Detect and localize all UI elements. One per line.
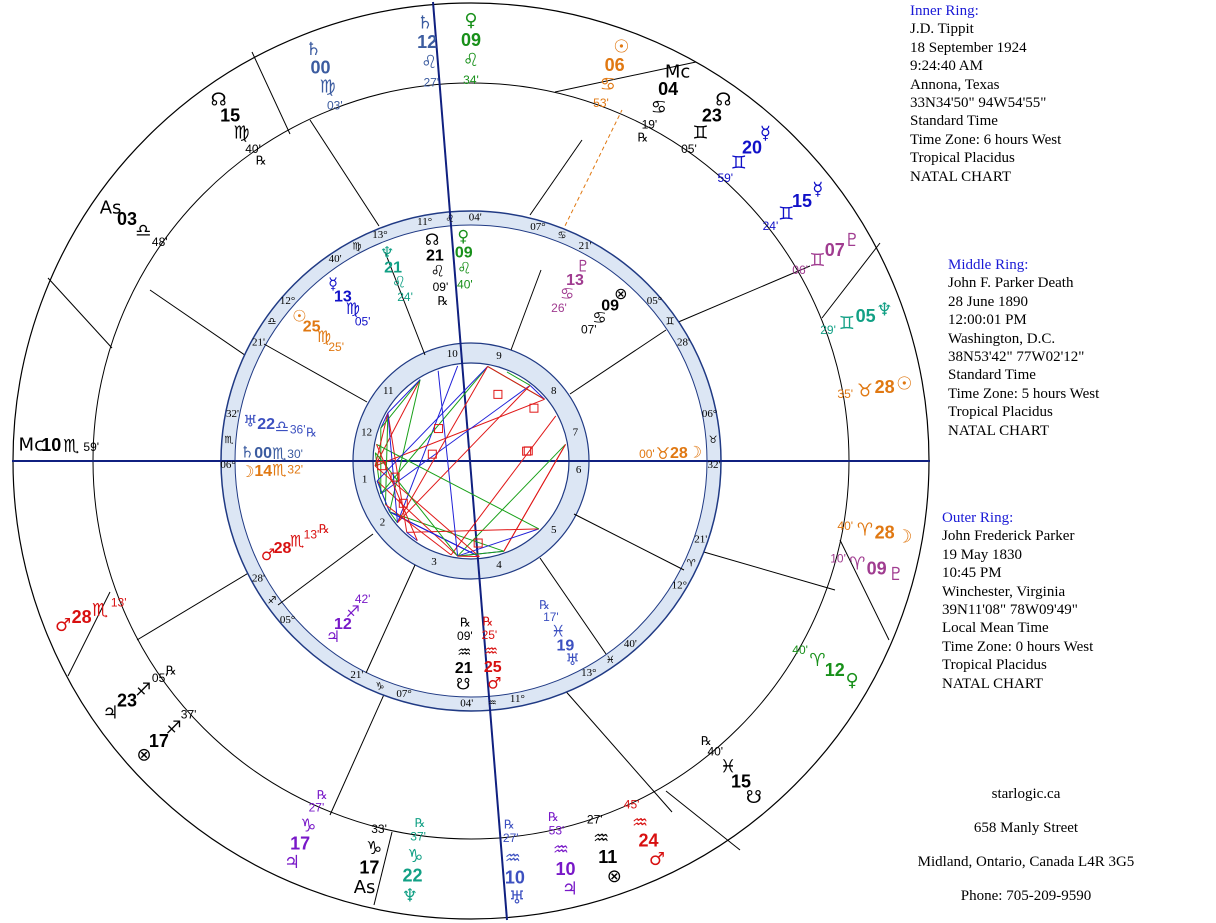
- planet-glyph-icon: ☿: [328, 273, 339, 293]
- planet-sign-icon: ♊: [692, 122, 709, 144]
- planet-sign-icon: ♈: [849, 553, 866, 575]
- planet-degree: 12: [824, 659, 845, 680]
- zodiac-degree: 21': [694, 533, 708, 546]
- planet-degree: 13: [334, 288, 352, 306]
- middle-ring-line: Washington, D.C.: [948, 330, 1056, 347]
- planet-minute: 37': [180, 707, 197, 722]
- planet-minute: 48': [151, 235, 168, 250]
- planet-glyph-icon: ♂: [487, 673, 502, 693]
- planet-degree: 09: [601, 297, 620, 315]
- planet-sign-icon: ♑: [407, 846, 424, 868]
- planet-minute: 53': [548, 823, 565, 838]
- inner-ring-line: J.D. Tippit: [910, 21, 974, 38]
- planet-degree: 10: [41, 435, 62, 456]
- planet-degree: 24: [638, 830, 659, 851]
- outer-ring-title: Outer Ring:: [942, 510, 1014, 526]
- retrograde-icon: ℞: [306, 425, 317, 440]
- planet-sign-icon: ♌: [421, 52, 438, 74]
- planet-minute: 30': [287, 447, 303, 462]
- planet-sign-icon: ♉: [856, 380, 873, 402]
- planet-degree: 06: [604, 55, 625, 76]
- planet-sign-icon: ♒: [504, 847, 521, 869]
- planet-glyph-icon: ☽: [687, 442, 703, 462]
- zodiac-minute: 32': [707, 458, 721, 471]
- planet-minute: 34': [463, 73, 479, 88]
- zodiac-sign-icon: ♋: [557, 230, 567, 242]
- planet-minute: 17': [543, 609, 559, 624]
- planet-sign-icon: ♌: [391, 272, 407, 292]
- middle-ring-line: NATAL CHART: [948, 422, 1050, 439]
- zodiac-minute: 13°: [372, 229, 388, 242]
- planet-glyph-icon: ♃: [561, 878, 579, 900]
- planet-sign-icon: ♍: [345, 299, 360, 319]
- planet-glyph-icon: ☋: [456, 674, 471, 694]
- planet-minute: 00': [639, 447, 655, 462]
- planet-sign-icon: ♒: [457, 642, 472, 662]
- planet-glyph-icon: ☋: [745, 787, 762, 809]
- inner-ring-line: Annona, Texas: [910, 76, 1000, 93]
- house-number: 1: [361, 473, 368, 486]
- planet-sign-icon: ♈: [809, 650, 826, 671]
- planet-sign-icon: ♒: [483, 641, 499, 661]
- planet-minute: 59': [717, 170, 734, 185]
- outer-ring-line: NATAL CHART: [942, 675, 1044, 692]
- planet-glyph-icon: ♀: [457, 226, 470, 246]
- planet-glyph-icon: ☿: [812, 179, 824, 201]
- retrograde-icon: ℞: [547, 810, 559, 825]
- outer-ring-line: John Frederick Parker: [942, 528, 1075, 545]
- zodiac-sign-icon: ♉: [708, 434, 718, 446]
- planet-sign-icon: ♏: [271, 443, 287, 463]
- website-url[interactable]: starlogic.ca: [991, 786, 1061, 802]
- zodiac-minute: 32': [225, 408, 239, 421]
- zodiac-degree: 11°: [509, 693, 525, 706]
- zodiac-sign-icon: ♈: [686, 558, 696, 570]
- planet-degree: 09: [460, 29, 482, 50]
- retrograde-icon: ℞: [503, 817, 515, 832]
- planet-sign-icon: ♉: [655, 443, 671, 463]
- planet-degree: 04: [658, 78, 679, 99]
- planet-degree: 23: [701, 105, 722, 126]
- zodiac-degree: 06°: [701, 408, 718, 421]
- zodiac-degree: 05°: [279, 613, 296, 626]
- middle-ring-line: Tropical Placidus: [948, 404, 1053, 421]
- planet-sign-icon: ♋: [559, 284, 575, 304]
- planet-degree: 00: [310, 57, 331, 78]
- planet-sign-icon: ♊: [778, 203, 795, 225]
- aspect-line: [458, 556, 480, 557]
- planet-minute: 59': [83, 439, 100, 454]
- planet-degree: 23: [116, 690, 137, 711]
- outer-ring-info: [942, 509, 1093, 693]
- planet-glyph-icon: Mc: [18, 434, 44, 456]
- middle-ring-line: Standard Time: [948, 367, 1036, 384]
- retrograde-icon: ℞: [637, 130, 649, 145]
- retrograde-icon: ℞: [482, 614, 494, 629]
- planet-sign-icon: ♑: [300, 815, 317, 837]
- outer-ring-line: Local Mean Time: [942, 620, 1049, 637]
- middle-ring-line: Time Zone: 5 hours West: [948, 385, 1100, 402]
- house-number: 7: [572, 426, 579, 439]
- planet-minute: 25': [328, 340, 344, 355]
- planet-degree: 25: [302, 318, 321, 336]
- planet-minute: 42': [354, 591, 371, 606]
- planet-glyph-icon: ⊗: [606, 866, 622, 888]
- planet-sign-icon: ♒: [593, 828, 610, 850]
- zodiac-sign-icon: ♐: [267, 595, 277, 607]
- planet-degree: 12: [417, 32, 438, 53]
- planet-glyph-icon: ☽: [240, 462, 255, 482]
- planet-sign-icon: ♑: [366, 838, 383, 860]
- outer-ring-line: Tropical Placidus: [942, 657, 1047, 674]
- planet-minute: 40': [707, 744, 724, 759]
- inner-ring-line: Tropical Placidus: [910, 150, 1015, 167]
- planet-sign-icon: ♓: [720, 756, 737, 778]
- zodiac-minute: 21': [350, 669, 364, 682]
- planet-minute: 03': [326, 98, 343, 113]
- planet-glyph-icon: ☽: [896, 526, 913, 548]
- planet-glyph-icon: ♂: [648, 848, 666, 870]
- planet-minute: 40': [457, 277, 473, 292]
- retrograde-icon: ℞: [459, 615, 471, 630]
- planet-degree: 21: [425, 247, 444, 265]
- zodiac-minute: 28': [677, 336, 691, 349]
- planet-minute: 27': [586, 812, 603, 827]
- planet-glyph-icon: ⊗: [136, 744, 152, 766]
- planet-degree: 28: [669, 444, 688, 462]
- house-number: 3: [431, 556, 437, 569]
- planet-minute: 27': [423, 75, 440, 90]
- planet-sign-icon: ♐: [165, 717, 182, 739]
- zodiac-sign-icon: ♍: [352, 241, 362, 253]
- planet-minute: 27': [502, 831, 519, 846]
- zodiac-sign-icon: ♒: [487, 698, 497, 710]
- planet-glyph-icon: ♆: [876, 299, 893, 321]
- zodiac-degree: 07°: [530, 220, 546, 233]
- planet-sign-icon: ♊: [730, 152, 747, 174]
- planet-minute: 26': [551, 300, 567, 315]
- zodiac-degree: 05°: [646, 295, 663, 308]
- house-number: 2: [379, 516, 386, 529]
- planet-degree: 21: [454, 660, 473, 678]
- planet-degree: 22: [257, 416, 276, 434]
- planet-glyph-icon: ♆: [401, 885, 418, 907]
- planet-glyph-icon: ♃: [102, 702, 119, 724]
- planet-glyph-icon: As: [353, 876, 376, 898]
- planet-minute: 13': [110, 595, 127, 610]
- planet-degree: 12: [334, 616, 352, 634]
- planet-degree: 20: [742, 137, 763, 158]
- planet-glyph-icon: ♂: [260, 545, 276, 565]
- planet-sign-icon: ♐: [135, 679, 152, 701]
- retrograde-icon: ℞: [700, 733, 712, 748]
- planet-minute: 35': [837, 387, 854, 402]
- retrograde-icon: ℞: [165, 663, 177, 678]
- planet-minute: 53': [593, 96, 609, 111]
- planet-minute: 45': [623, 797, 640, 812]
- outer-ring-line: Time Zone: 0 hours West: [942, 638, 1094, 655]
- retrograde-icon: ℞: [255, 153, 267, 168]
- house-number: 8: [550, 385, 557, 398]
- planet-sign-icon: ♊: [838, 313, 855, 335]
- planet-degree: 28: [71, 607, 92, 628]
- planet-degree: 19: [556, 637, 575, 655]
- inner-ring-info: [910, 2, 1061, 186]
- planet-minute: 36': [289, 422, 306, 437]
- planet-glyph-icon: ♄: [416, 12, 434, 34]
- zodiac-minute: 13°: [581, 667, 597, 680]
- planet-glyph-icon: ♅: [565, 650, 580, 670]
- planet-sign-icon: ♌: [457, 258, 472, 278]
- planet-glyph-icon: ☊: [210, 89, 227, 111]
- planet-degree: 17: [359, 857, 380, 878]
- zodiac-minute: 12°: [279, 295, 296, 308]
- house-number: 10: [446, 348, 458, 361]
- planet-degree: 11: [598, 846, 618, 867]
- planet-glyph-icon: ♃: [325, 627, 341, 647]
- planet-sign-icon: ♎: [274, 417, 290, 437]
- planet-degree: 25: [483, 659, 502, 677]
- planet-degree: 15: [220, 105, 241, 126]
- outer-ring-line: 10:45 PM: [942, 565, 1002, 582]
- website-street: 658 Manly Street: [973, 820, 1079, 836]
- house-number: 9: [496, 350, 502, 363]
- inner-ring-line: NATAL CHART: [910, 168, 1012, 185]
- planet-minute: 24': [397, 289, 413, 304]
- planet-glyph-icon: ♄: [305, 39, 322, 61]
- planet-glyph-icon: Mc: [664, 61, 691, 83]
- planet-degree: 00: [254, 444, 273, 462]
- planet-degree: 28: [273, 540, 292, 558]
- planet-degree: 10: [504, 867, 525, 888]
- planet-degree: 21: [384, 259, 402, 277]
- planet-degree: 15: [791, 191, 812, 212]
- planet-minute: 05': [151, 671, 168, 686]
- website-phone: Phone: 705-209-9590: [960, 888, 1092, 904]
- house-number: 6: [575, 463, 582, 476]
- website-info: [900, 784, 1152, 920]
- zodiac-sign-icon: ♏: [224, 434, 234, 446]
- planet-degree: 17: [290, 833, 311, 854]
- retrograde-icon: ℞: [316, 787, 328, 802]
- retrograde-icon: ℞: [437, 293, 449, 308]
- planet-degree: 10: [555, 858, 576, 879]
- planet-glyph-icon: ⊗: [614, 284, 628, 304]
- planet-degree: 09: [454, 244, 473, 262]
- house-number: 12: [361, 426, 373, 439]
- planet-glyph-icon: ♆: [379, 242, 395, 262]
- retrograde-icon: ℞: [539, 597, 550, 612]
- planet-sign-icon: ♋: [650, 96, 667, 118]
- planet-minute: 05': [354, 314, 371, 329]
- planet-minute: 13': [303, 527, 320, 542]
- outer-ring-line: Winchester, Virginia: [942, 583, 1066, 600]
- zodiac-degree: 11°: [417, 215, 433, 228]
- planet-sign-icon: ♈: [856, 519, 873, 541]
- planet-degree: 13: [566, 272, 584, 290]
- planet-minute: 10': [830, 551, 846, 566]
- planet-degree: 05: [855, 306, 876, 327]
- planet-glyph-icon: As: [99, 197, 122, 219]
- planet-minute: 32': [287, 462, 304, 477]
- planet-minute: 24': [762, 219, 779, 234]
- planet-sign-icon: ♍: [316, 327, 332, 347]
- planet-minute: 06': [792, 263, 808, 278]
- planet-minute: 27': [308, 800, 325, 815]
- planet-minute: 19': [641, 117, 658, 132]
- zodiac-sign-icon: ♓: [605, 655, 615, 667]
- planet-sign-icon: ♋: [592, 307, 607, 327]
- inner-ring-line: Time Zone: 6 hours West: [910, 131, 1062, 148]
- planet-glyph-icon: ☿: [759, 123, 771, 145]
- inner-ring-line: 18 September 1924: [910, 39, 1027, 56]
- planet-minute: 40': [837, 519, 854, 534]
- planet-sign-icon: ♏: [63, 436, 80, 458]
- retrograde-icon: ℞: [414, 815, 426, 830]
- planet-minute: 05': [681, 141, 697, 156]
- planet-minute: 40': [792, 643, 808, 658]
- planet-sign-icon: ♓: [550, 621, 566, 641]
- house-number: 5: [550, 523, 557, 536]
- zodiac-sign-icon: ♑: [375, 681, 385, 693]
- middle-ring-title: Middle Ring:: [948, 257, 1029, 273]
- planet-sign-icon: ♌: [462, 50, 480, 71]
- planet-sign-icon: ♏: [92, 599, 109, 621]
- planet-glyph-icon: ♅: [508, 887, 526, 909]
- planet-sign-icon: ♊: [809, 250, 826, 271]
- planet-minute: 29': [820, 323, 836, 338]
- zodiac-sign-icon: ♊: [665, 316, 675, 328]
- planet-minute: 09': [457, 629, 473, 644]
- planet-glyph-icon: ♇: [887, 563, 905, 585]
- middle-ring-line: 12:00:01 PM: [948, 312, 1027, 329]
- planet-glyph-icon: ♃: [283, 851, 301, 873]
- planet-degree: 15: [730, 771, 751, 792]
- planet-sign-icon: ♒: [631, 812, 649, 834]
- middle-ring-info: [948, 256, 1099, 440]
- outer-ring-line: 19 May 1830: [942, 546, 1022, 563]
- middle-ring-line: 28 June 1890: [948, 293, 1028, 310]
- zodiac-sign-icon: ♎: [267, 316, 277, 328]
- zodiac-minute: 04': [468, 211, 482, 224]
- planet-glyph-icon: ☊: [424, 229, 440, 249]
- retrograde-icon: ℞: [318, 521, 330, 536]
- inner-ring-line: 9:24:40 AM: [910, 58, 983, 75]
- planet-sign-icon: ♎: [135, 220, 152, 242]
- house-number: 11: [382, 385, 394, 398]
- zodiac-degree: 40': [623, 637, 637, 650]
- planet-sign-icon: ♌: [430, 261, 445, 281]
- zodiac-degree: 06°: [220, 458, 236, 471]
- planet-glyph-icon: ♄: [239, 442, 255, 462]
- planet-degree: 14: [254, 463, 273, 481]
- planet-sign-icon: ♏: [289, 531, 305, 551]
- planet-minute: 09': [432, 279, 449, 294]
- planet-degree: 22: [402, 865, 423, 886]
- planet-degree: 07: [824, 239, 845, 260]
- planet-glyph-icon: ♂: [54, 614, 72, 636]
- planet-sign-icon: ♍: [233, 122, 250, 144]
- planet-sign-icon: ♍: [319, 76, 336, 98]
- zodiac-degree: 21': [251, 336, 265, 349]
- planet-minute: 40': [245, 141, 261, 156]
- zodiac-degree: 40': [328, 253, 342, 266]
- planet-degree: 28: [874, 376, 895, 397]
- planet-glyph-icon: ♀: [464, 10, 478, 31]
- inner-ring-line: Standard Time: [910, 113, 998, 130]
- planet-glyph-icon: ♇: [575, 256, 591, 276]
- zodiac-minute: 04': [460, 697, 474, 710]
- outer-ring-line: 39N11'08" 78W09'49": [942, 602, 1078, 619]
- zodiac-minute: 21': [578, 239, 592, 252]
- zodiac-minute: 12°: [671, 579, 687, 592]
- zodiac-sign-icon: ♌: [445, 213, 455, 225]
- middle-ring-line: John F. Parker Death: [948, 275, 1074, 292]
- planet-sign-icon: ♐: [345, 601, 360, 621]
- planet-glyph-icon: ☉: [896, 373, 913, 395]
- planet-glyph-icon: ☉: [292, 306, 307, 326]
- planet-minute: 25': [481, 628, 498, 643]
- zodiac-minute: 28': [251, 572, 265, 585]
- planet-degree: 09: [866, 558, 887, 579]
- planet-sign-icon: ♒: [552, 839, 570, 861]
- planet-glyph-icon: ♇: [843, 230, 861, 251]
- house-number: 4: [496, 558, 502, 571]
- middle-ring-line: 38N53'42" 77W02'12": [948, 349, 1085, 366]
- inner-ring-line: 33N34'50" 94W54'55": [910, 95, 1047, 112]
- planet-sign-icon: ♏: [272, 460, 287, 480]
- planet-sign-icon: ♋: [599, 74, 616, 96]
- planet-minute: 37': [410, 829, 426, 844]
- planet-glyph-icon: ♀: [845, 670, 859, 691]
- zodiac-degree: 07°: [396, 688, 412, 701]
- planet-minute: 33': [371, 821, 387, 836]
- planet-glyph-icon: ☉: [613, 36, 630, 58]
- planet-degree: 28: [874, 522, 895, 543]
- website-city: Midland, Ontario, Canada L4R 3G5: [917, 854, 1135, 870]
- planet-glyph-icon: ☊: [715, 89, 732, 111]
- planet-minute: 07': [580, 322, 597, 337]
- inner-ring-title: Inner Ring:: [910, 3, 979, 19]
- planet-degree: 03: [116, 208, 137, 229]
- planet-glyph-icon: ♅: [243, 411, 258, 431]
- planet-degree: 17: [148, 730, 169, 751]
